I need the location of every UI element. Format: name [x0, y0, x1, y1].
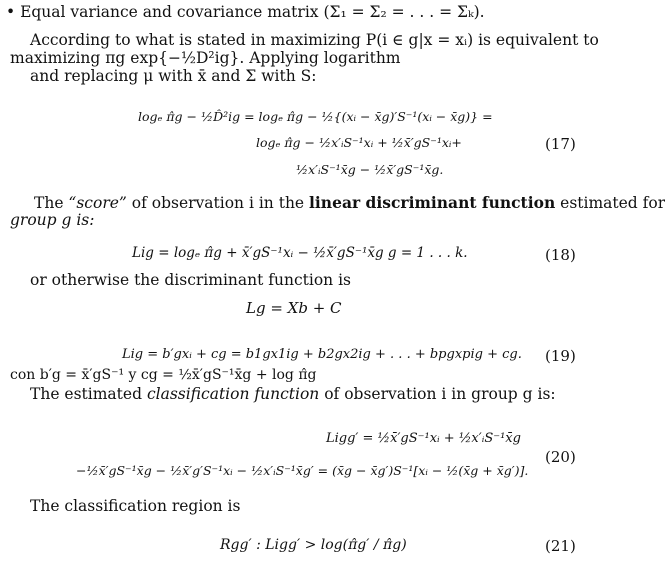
eq20-line1: Ligg′ = ½x̄′gS⁻¹xᵢ + ½x′ᵢS⁻¹x̄g	[326, 431, 521, 446]
eq18-number: (18)	[545, 246, 576, 264]
para2-line2-text: group g is:	[10, 211, 95, 229]
para3-italic: classification function	[146, 385, 320, 403]
para1-line1: According to what is stated in maximizing P(i ∈ g|x = xᵢ) is equivalent to	[30, 31, 599, 49]
para1-line2: maximizing πg exp{−½D²ig}. Applying logarithm	[10, 49, 401, 67]
para2-pre: The	[34, 194, 69, 212]
eq17-line1: logₑ π̂g − ½D̂²ig = logₑ π̂g − ½{(xᵢ − x̄g)′S⁻¹(xᵢ − x̄g)} =	[138, 109, 493, 124]
eq17-line3: ½x′ᵢS⁻¹x̄g − ½x̄′gS⁻¹x̄g.	[296, 162, 444, 177]
para3-pre: The estimated	[30, 385, 147, 403]
para2-line2	[10, 212, 94, 229]
eq20-number: (20)	[545, 448, 576, 466]
para3	[30, 386, 556, 403]
text-otherwise: or otherwise the discriminant function is	[30, 271, 352, 289]
eq19-number: (19)	[545, 347, 576, 365]
para2-bold: linear discriminant function	[309, 193, 556, 212]
eq17-number: (17)	[545, 135, 576, 153]
eq-lg: Lg = Xb + C	[246, 299, 342, 317]
eq21-number: (21)	[545, 537, 576, 555]
para2-line1	[34, 194, 665, 212]
eq18-expr: Lig = logₑ π̂g + x̄′gS⁻¹xᵢ − ½x̄′gS⁻¹x̄g g = 1 . . . k.	[132, 245, 468, 261]
eq21-expr: Rgg′ : Ligg′ > log(π̂g′ / π̂g)	[220, 537, 407, 553]
text-region: The classification region is	[30, 497, 241, 515]
bullet-heading: • Equal variance and covariance matrix (Σ₁ = Σ₂ = . . . = Σₖ).	[6, 3, 485, 21]
con-line: con b′g = x̄′gS⁻¹ y cg = ½x̄′gS⁻¹x̄g + log π̂g	[10, 367, 317, 383]
eq19-expr: Lig = b′gxᵢ + cg = b1gx1ig + b2gx2ig + . . . + bpgxpig + cg.	[122, 347, 522, 362]
eq20-line2: −½x̄′gS⁻¹x̄g − ½x̄′g′S⁻¹xᵢ − ½x′ᵢS⁻¹x̄g′ = (x̄g − x̄g′)S⁻¹[xᵢ − ½(x̄g + x̄g′)].	[76, 463, 529, 478]
eq17-line2: logₑ π̂g − ½x′ᵢS⁻¹xᵢ + ½x̄′gS⁻¹xᵢ+	[256, 135, 462, 150]
para2-mid: of observation i in the	[126, 194, 310, 212]
para3-post: of observation i in group g is:	[319, 385, 556, 403]
para2-post: estimated for	[555, 194, 665, 212]
para1-line3: and replacing μ with x̄ and Σ with S:	[30, 67, 317, 85]
para2-score: “score”	[68, 194, 127, 212]
